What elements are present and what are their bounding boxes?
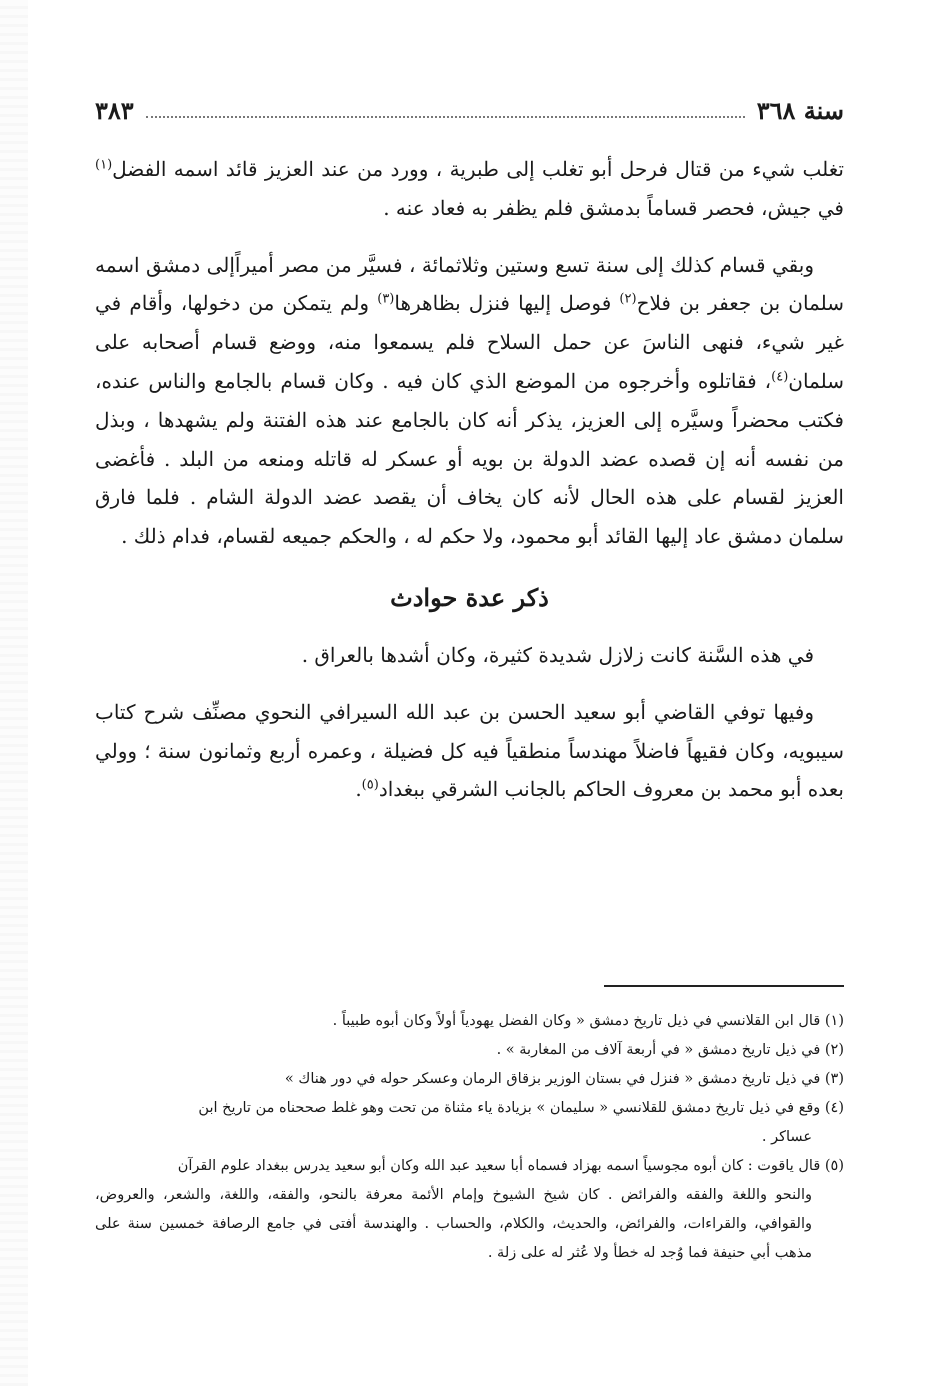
footnote-1: (١) قال ابن القلانسي في ذيل تاريخ دمشق « وكان الفضل يهودياً أولاً وكان أبوه طبيباً . (332, 1013, 844, 1029)
paragraph-3: في هذه السَّنة كانت زلازل شديدة كثيرة، وكان أشدها بالعراق . (301, 642, 814, 667)
paragraph-2 (95, 246, 844, 556)
header-leader-dots (146, 116, 745, 118)
year-title: سنة ٣٦٨ (756, 95, 844, 125)
paragraph-1 (95, 150, 844, 228)
footnote-5: (٥) قال ياقوت : كان أبوه مجوسياً اسمه بهزاد فسماه أبا سعيد عبد الله وكان أبو سعيد يدرس ببغداد علوم القرآن (177, 1158, 844, 1174)
footnotes (95, 1007, 844, 1268)
footnote-5-continued: والنحو واللغة والفقه والفرائض . كان شيخ الشيوخ وإمام الأئمة معرفة بالنحو، والفقه، واللغة، والشعر، والعروض، والقوافي، والقراءات، والفرائض، والحديث، والكلام، والحساب . والهندسة أفتى في جامع الرصافة خمسين سنة على مذهب أبي حنيفة فما وُجد له خطأ ولا عُثر له على زلة . (95, 1187, 812, 1261)
footnote-reference: (٣) (377, 291, 395, 307)
footnote-4-continued: عساكر . (761, 1129, 812, 1145)
text-segment: وبقي قسام كذلك إلى سنة تسع وستين وثلاثمائة ، فسيَّر من مصر أميراًإلى دمشق اسمه سلمان بن جعفر بن فلاح (95, 252, 844, 316)
running-header (95, 92, 844, 128)
footnote-4: (٤) وقع في ذيل تاريخ دمشق للقلانسي « سليمان » بزيادة ياء مثناة من تحت وهو غلط صححناه من تاريخ ابن (198, 1100, 844, 1116)
page-number: ٣٨٣ (95, 95, 134, 125)
text-segment: ، فقاتلوه وأخرجوه من الموضع الذي كان فيه . وكان قسام بالجامع والناس عنده، فكتب محضراً وسيَّره إلى العزيز، يذكر أنه كان بالجامع عند هذه الفتنة ولم يشهدها ، وبذل من نفسه أنه إن قصده عضد الدولة بن بويه أو عسكر له قاتله ومنعه من البلد . فأغضى العزيز لقسام على هذه الحال لأنه كان يخاف أن يقصد عضد الدولة الشام . فلما فارق سلمان دمشق عاد إليها القائد أبو محمود، ولا حكم له ، والحكم جميعه لقسام، فدام ذلك . (95, 368, 844, 549)
footnote-reference: (١) (95, 157, 113, 173)
section-title: ذكر عدة حوادث (390, 582, 549, 612)
footnote-reference: (٢) (619, 291, 637, 307)
footnote-3: (٣) في ذيل تاريخ دمشق « فنزل في بستان الوزير بزقاق الرمان وعسكر حوله في دور هناك » (284, 1071, 844, 1087)
footnote-reference: (٤) (771, 369, 789, 385)
footnote-reference: (٥) (361, 777, 379, 793)
paragraph-4 (95, 693, 844, 809)
text-segment: . (355, 777, 362, 802)
text-segment: وفيها توفي القاضي أبو سعيد الحسن بن عبد الله السيرافي النحوي مصنِّف شرح كتاب سيبويه، وكان فقيهاً فاضلاً مهندساً منطقياً فيه كل فضيلة ، وعمره أربع وثمانون سنة ؛ وولي بعده أبو محمد بن معروف الحاكم بالجانب الشرقي ببغداد (95, 699, 844, 802)
scan-edge (0, 0, 28, 1386)
text-segment: تغلب شيء من قتال فرحل أبو تغلب إلى طبرية ، وورد من عند العزيز قائد اسمه الفضل (112, 157, 844, 181)
text-segment: في جيش، فحصر قساماً بدمشق فلم يظفر به فعاد عنه . (383, 195, 844, 220)
footnote-separator (604, 985, 844, 987)
footnote-2: (٢) في ذيل تاريخ دمشق « في أربعة آلاف من المغاربة » . (496, 1042, 844, 1058)
text-segment: فوصل إليها فنزل بظاهرها (394, 291, 620, 316)
text-segment: ولم يتمكن من دخولها، وأقام في غير شيء، فنهى الناسَ عن حمل السلاح فلم يسمعوا منه، ووضع قسام أصحابه على سلمان (95, 291, 844, 393)
main-text (95, 150, 844, 809)
